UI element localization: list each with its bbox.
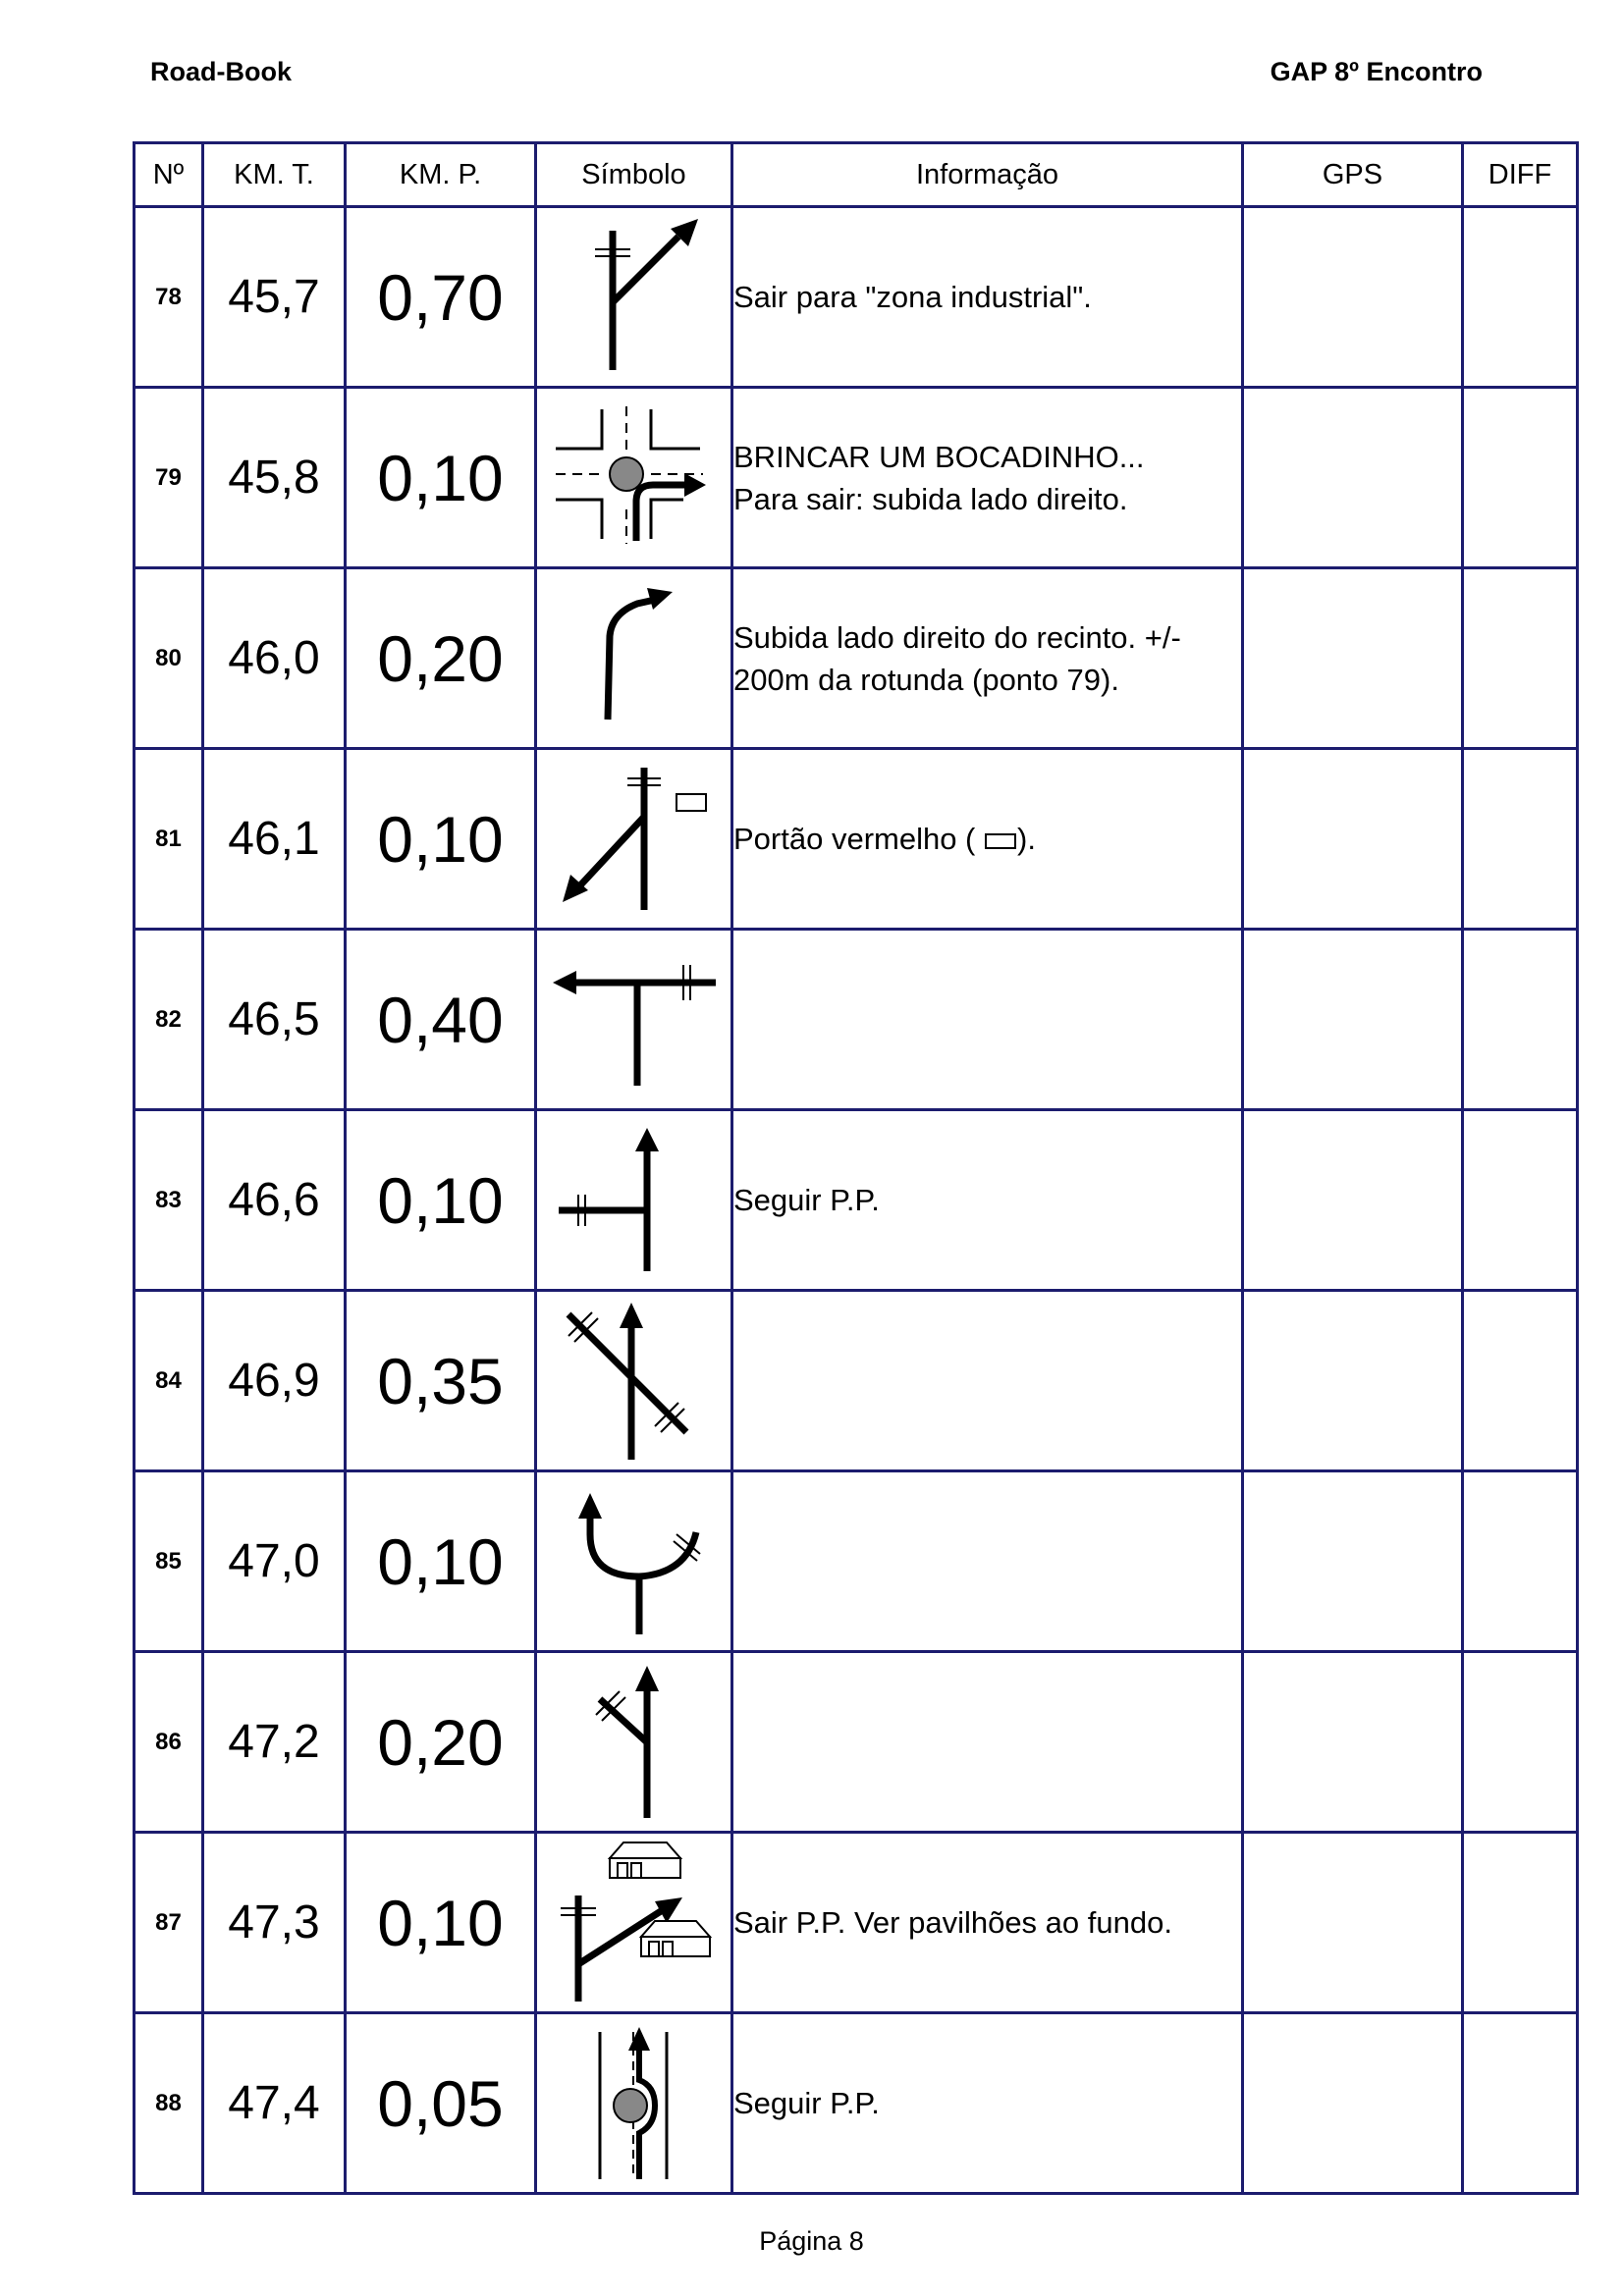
straight-side-road-left-icon (541, 1114, 728, 1286)
row-number: 79 (135, 388, 203, 568)
col-header-diff: DIFF (1463, 143, 1578, 207)
table-row (135, 568, 1578, 749)
gps-cell (1243, 388, 1463, 568)
gps-cell (1243, 1833, 1463, 2013)
road-book-table (133, 141, 1579, 2195)
km-total: 47,2 (203, 1652, 346, 1833)
gps-cell (1243, 1291, 1463, 1471)
gps-cell (1243, 1471, 1463, 1652)
km-partial: 0,10 (346, 749, 536, 930)
header-left: Road-Book (150, 57, 292, 86)
km-partial: 0,10 (346, 1110, 536, 1291)
km-total: 47,4 (203, 2013, 346, 2194)
row-number: 81 (135, 749, 203, 930)
gps-cell (1243, 1110, 1463, 1291)
km-partial: 0,05 (346, 2013, 536, 2194)
fork-right-icon (541, 211, 728, 383)
gps-cell (1243, 1652, 1463, 1833)
row-number: 80 (135, 568, 203, 749)
info-line: Para sair: subida lado direito. (733, 481, 1128, 516)
km-partial: 0,10 (346, 388, 536, 568)
info-line: Seguir P.P. (733, 1183, 880, 1217)
km-total: 46,1 (203, 749, 346, 930)
crossing-diagonal-icon (541, 1295, 728, 1467)
km-partial: 0,40 (346, 930, 536, 1110)
info-line: Sair P.P. Ver pavilhões ao fundo. (733, 1905, 1172, 1940)
diff-cell (1463, 388, 1578, 568)
table-row (135, 388, 1578, 568)
diff-cell (1463, 2013, 1578, 2194)
col-header-info: Informação (732, 143, 1243, 207)
table-row (135, 207, 1578, 388)
km-total: 46,6 (203, 1110, 346, 1291)
header-right: GAP 8º Encontro (1270, 57, 1483, 86)
row-number: 85 (135, 1471, 203, 1652)
table-row (135, 1652, 1578, 1833)
row-number: 83 (135, 1110, 203, 1291)
fork-left-gate-icon (541, 753, 728, 925)
table-row (135, 1833, 1578, 2013)
table-row (135, 1110, 1578, 1291)
diff-cell (1463, 1652, 1578, 1833)
diff-cell (1463, 749, 1578, 930)
km-total: 46,0 (203, 568, 346, 749)
t-junction-left-icon (541, 934, 728, 1105)
roundabout-crossroads-icon (541, 392, 728, 563)
km-total: 47,0 (203, 1471, 346, 1652)
gps-cell (1243, 749, 1463, 930)
info-line: Seguir P.P. (733, 2086, 880, 2120)
row-number: 87 (135, 1833, 203, 2013)
table-row (135, 1291, 1578, 1471)
row-number: 82 (135, 930, 203, 1110)
col-header-kmp: KM. P. (346, 143, 536, 207)
row-number: 86 (135, 1652, 203, 1833)
row-number: 88 (135, 2013, 203, 2194)
km-total: 45,8 (203, 388, 346, 568)
table-row (135, 2013, 1578, 2194)
km-partial: 0,70 (346, 207, 536, 388)
table-header (135, 143, 1578, 207)
col-header-gps: GPS (1243, 143, 1463, 207)
km-partial: 0,10 (346, 1471, 536, 1652)
gps-cell (1243, 207, 1463, 388)
diff-cell (1463, 1471, 1578, 1652)
km-partial: 0,20 (346, 1652, 536, 1833)
diff-cell (1463, 1833, 1578, 2013)
curve-right-icon (541, 572, 728, 744)
table-row (135, 930, 1578, 1110)
diff-cell (1463, 207, 1578, 388)
info-text: ). (1017, 822, 1036, 856)
gps-cell (1243, 2013, 1463, 2194)
roundabout-straight-icon (541, 2017, 728, 2189)
row-number: 78 (135, 207, 203, 388)
info-line: Subida lado direito do recinto. +/- (733, 619, 1181, 655)
gps-cell (1243, 930, 1463, 1110)
km-partial: 0,20 (346, 568, 536, 749)
row-number: 84 (135, 1291, 203, 1471)
info-line (733, 818, 1241, 860)
table-row (135, 1471, 1578, 1652)
table-row (135, 749, 1578, 930)
col-header-n: Nº (135, 143, 203, 207)
diff-cell (1463, 1110, 1578, 1291)
straight-side-left-icon (541, 1656, 728, 1828)
info-line: BRINCAR UM BOCADINHO... (733, 439, 1145, 474)
km-total: 46,9 (203, 1291, 346, 1471)
info-text: Portão vermelho ( (733, 822, 976, 856)
gate-rectangle-icon (984, 831, 1017, 851)
info-line: Sair para "zona industrial". (733, 280, 1092, 314)
km-partial: 0,10 (346, 1833, 536, 2013)
km-total: 46,5 (203, 930, 346, 1110)
diff-cell (1463, 568, 1578, 749)
info-line: 200m da rotunda (ponto 79). (733, 662, 1119, 697)
col-header-kmt: KM. T. (203, 143, 346, 207)
km-partial: 0,35 (346, 1291, 536, 1471)
diff-cell (1463, 1291, 1578, 1471)
page-number: Página 8 (759, 2226, 864, 2256)
km-total: 45,7 (203, 207, 346, 388)
fork-right-buildings-icon (541, 1837, 728, 2008)
diff-cell (1463, 930, 1578, 1110)
km-total: 47,3 (203, 1833, 346, 2013)
gps-cell (1243, 568, 1463, 749)
col-header-symbol: Símbolo (536, 143, 732, 207)
y-fork-left-icon (541, 1475, 728, 1647)
